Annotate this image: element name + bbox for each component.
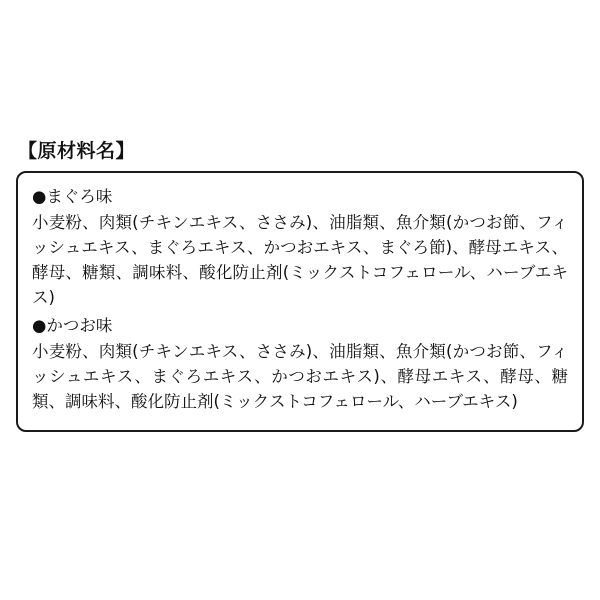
variant-title-maguro: [32, 185, 568, 209]
variant-label-maguro: まぐろ味: [46, 186, 113, 206]
variant-block-maguro: [32, 185, 568, 310]
bullet-icon: ●: [32, 186, 47, 206]
ingredients-section: [16, 140, 584, 432]
page-title: 【原材料名】: [18, 140, 136, 162]
variant-ingredients-katsuo: 小麦粉、肉類(チキンエキス、ささみ)、油脂類、魚介類(かつお節、フィッシュエキス、まぐろエキス、かつおエキス)、酵母エキス、酵母、糖類、調味料、酸化防止剤(ミックストコフェロール、ハーブエキス): [32, 341, 568, 412]
variant-label-katsuo: かつお味: [46, 316, 113, 336]
ingredients-panel: [16, 171, 584, 432]
variant-ingredients-maguro: 小麦粉、肉類(チキンエキス、ささみ)、油脂類、魚介類(かつお節、フィッシュエキス、まぐろエキス、かつおエキス、まぐろ節)、酵母エキス、酵母、糖類、調味料、酸化防止剤(ミックストコフェロール、ハーブエキス): [32, 212, 568, 307]
variant-block-katsuo: [32, 314, 568, 414]
bullet-icon: ●: [32, 316, 47, 336]
variant-title-katsuo: [32, 314, 568, 338]
